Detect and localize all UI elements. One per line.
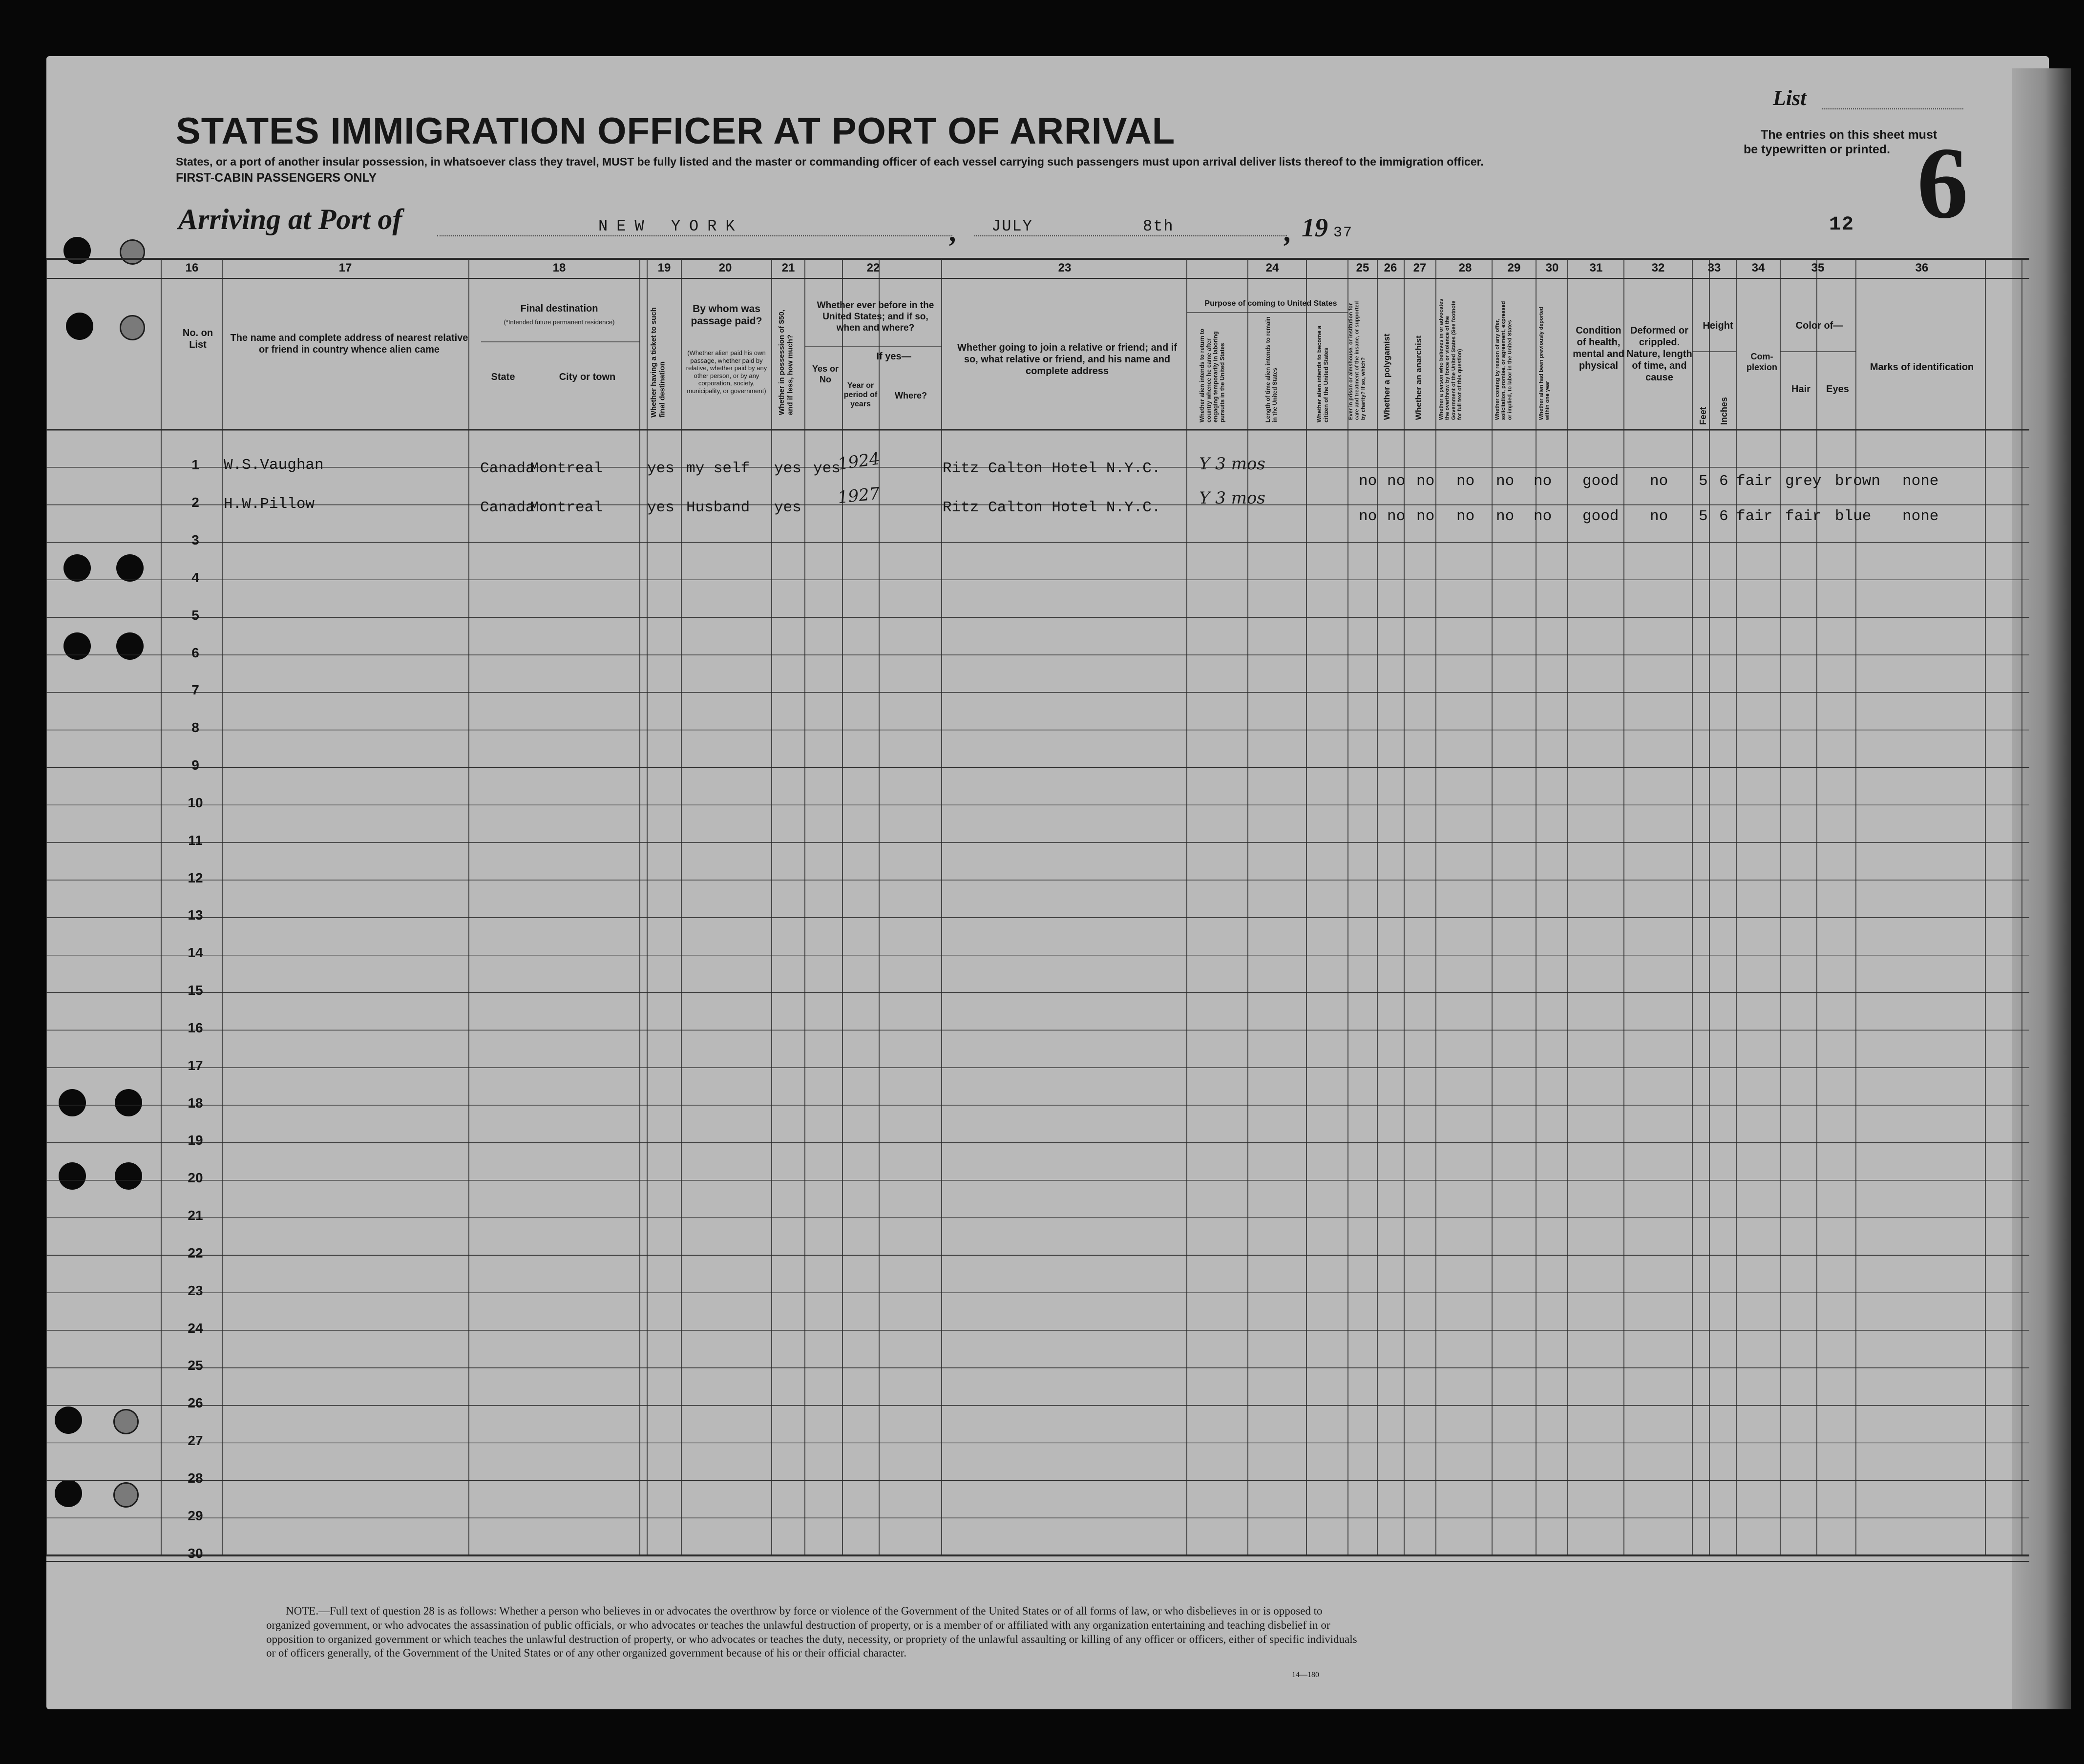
entries-note-1: The entries on this sheet must (1761, 128, 1937, 142)
row2-inches: 6 (1719, 508, 1728, 525)
row1-before-year: 1924 (836, 449, 881, 474)
column-number: 33 (1707, 261, 1721, 274)
header-c34: Com-plexion (1746, 352, 1777, 372)
header-c35: Color of— (1795, 320, 1843, 331)
row1-inches: 6 (1719, 473, 1728, 490)
row2-complexion: fair (1736, 508, 1773, 525)
row-number: 13 (188, 907, 203, 923)
row-number: 4 (191, 569, 199, 585)
row2-relative: H.W.Pillow (224, 496, 315, 513)
row-number: 23 (188, 1282, 203, 1298)
month-value: JULY (991, 217, 1033, 235)
row-number: 15 (188, 983, 203, 998)
row1-complexion: fair (1736, 473, 1773, 490)
row1-c27: no (1416, 473, 1435, 490)
header-c28: Whether a person who believes in or advocates the overthrow by force or violence of the Government of the United States (See footnote for full text of this question) (1438, 298, 1463, 420)
row2-purpose: Y 3 mos (1199, 488, 1265, 508)
form-title: STATES IMMIGRATION OFFICER AT PORT OF ARRIVAL (176, 110, 1176, 152)
row-number: 2 (191, 495, 199, 510)
header-c33-feet: Feet (1698, 406, 1708, 425)
row1-c28: no (1456, 473, 1475, 490)
year-prefix: 19 (1302, 213, 1328, 242)
column-number: 35 (1811, 261, 1825, 274)
row1-before: yes (813, 460, 841, 477)
footnote: NOTE.—Full text of question 28 is as follows: Whether a person who believes in or advocates the overthrow by force or violence of the Government of the United States or of all forms of law, or who disbelieves in or is opposed to organized government, or who advocates the assassination of public officials, or who advocates or teaches the unlawful destruction of property, or is a member of or affiliated with any organization entertaining and teaching disbelief in or opposition to organized government or which teaches the unlawful destruction of property, or who advocates or teaches the duty, necessity, or propriety of the unlawful assaulting or killing of any officer or officers, either of specific individuals or of officers generally, of the Government of the United States or of any other organized government because of his or their official character. (266, 1605, 1357, 1659)
row-number: 14 (188, 945, 203, 961)
row2-c30: no (1534, 508, 1552, 525)
row1-deformed: no (1650, 473, 1668, 490)
row1-relative: W.S.Vaughan (224, 457, 324, 474)
row1-eyes: brown (1835, 473, 1881, 490)
header-c18-city: City or town (559, 372, 616, 382)
header-c20-title: By whom was passage paid? (691, 303, 762, 327)
header-c22-ifyes: If yes— (876, 351, 911, 362)
column-number: 36 (1915, 261, 1929, 274)
column-number: 22 (866, 261, 880, 274)
row2-c28: no (1456, 508, 1475, 525)
column-number: 16 (185, 261, 199, 274)
class-line: FIRST-CABIN PASSENGERS ONLY (176, 171, 377, 185)
header-c35-eyes: Eyes (1826, 384, 1849, 395)
column-number: 20 (718, 261, 732, 274)
row1-join: Ritz Calton Hotel N.Y.C. (943, 460, 1161, 477)
row-number: 24 (188, 1320, 203, 1336)
column-number: 17 (338, 261, 352, 274)
list-label: List (1773, 86, 1807, 110)
header-c31: Condition of health, mental and physical (1573, 325, 1624, 371)
column-number: 29 (1507, 261, 1521, 274)
row1-health: good (1582, 473, 1619, 490)
row2-join: Ritz Calton Hotel N.Y.C. (943, 499, 1161, 516)
row-number: 7 (191, 682, 199, 698)
row-number: 27 (188, 1433, 203, 1449)
row2-city: Montreal (530, 499, 603, 516)
header-c24-b: Length of time alien intends to remain in the United States (1264, 316, 1278, 422)
column-number: 24 (1265, 261, 1279, 274)
entries-note-2: be typewritten or printed. (1744, 143, 1891, 156)
row2-health: good (1582, 508, 1619, 525)
row-number: 19 (188, 1133, 203, 1148)
header-c27: Whether an anarchist (1414, 336, 1423, 420)
row2-c29: no (1496, 508, 1515, 525)
header-c22: Whether ever before in the United States; and if so, when and where? (817, 300, 934, 333)
header-c16: No. on List (182, 328, 213, 350)
column-number: 26 (1384, 261, 1397, 274)
day-value: 8th (1143, 217, 1174, 235)
row1-paid-by: my self (686, 460, 750, 477)
header-c32: Deformed or crippled. Nature, length of time, and cause (1626, 325, 1692, 383)
column-number: 27 (1413, 261, 1427, 274)
column-number: 31 (1589, 261, 1603, 274)
header-c20-note: (Whether alien paid his own passage, whether paid by relative, whether paid by any other person, or by any corporation, society, municipality, or government) (686, 349, 767, 395)
row-number: 26 (188, 1395, 203, 1411)
row2-before-year: 1927 (837, 483, 881, 508)
row2-eyes: blue (1835, 508, 1872, 525)
row2-feet: 5 (1699, 508, 1708, 525)
row2-hair: fair (1785, 508, 1822, 525)
header-c24-c: Whether alien intends to become a citizen of the United States (1316, 325, 1329, 422)
row2-c25: no (1359, 508, 1377, 525)
row-number: 8 (191, 720, 199, 735)
column-number: 25 (1356, 261, 1369, 274)
header-c33-inches: Inches (1719, 397, 1729, 425)
port-value: NEW YORK (598, 217, 744, 235)
column-number: 23 (1058, 261, 1072, 274)
row-number: 16 (188, 1020, 203, 1035)
row1-purpose: Y 3 mos (1199, 454, 1265, 474)
row2-paid-by: Husband (686, 499, 750, 516)
row2-c27: no (1416, 508, 1435, 525)
row-number: 20 (188, 1170, 203, 1186)
row2-state: Canada (480, 499, 535, 516)
comma-2: , (1284, 215, 1292, 248)
row1-ticket: yes (647, 460, 674, 477)
header-c22-where: Where? (894, 391, 927, 400)
row-number: 29 (188, 1508, 203, 1523)
header-c36: Marks of identification (1870, 362, 1974, 373)
form-number: 14—180 (1292, 1671, 1319, 1679)
row1-state: Canada (480, 460, 535, 477)
row-number: 22 (188, 1245, 203, 1260)
column-number: 19 (657, 261, 671, 274)
row-number: 6 (191, 645, 199, 660)
row2-money: yes (774, 499, 801, 516)
column-number: 32 (1651, 261, 1665, 274)
header-c30: Whether alien had been previously deported within one year (1538, 307, 1551, 420)
header-c22-year: Year or period of years (843, 381, 878, 409)
row1-marks: none (1902, 473, 1939, 490)
header-c25: Ever in prison or almshouse, or institution for care and treatment of the insane, or supported by charity? If so, which? (1348, 301, 1367, 420)
column-number: 21 (781, 261, 795, 274)
row-number: 18 (188, 1095, 203, 1111)
row1-c25: no (1359, 473, 1377, 490)
header-c35-hair: Hair (1791, 384, 1810, 395)
row2-ticket: yes (647, 499, 674, 516)
column-number: 34 (1751, 261, 1765, 274)
header-c24-a: Whether alien intends to return to country whence he came after engaging temporarily in laboring pursuits in the United States (1199, 328, 1226, 422)
column-number: 28 (1458, 261, 1472, 274)
year-suffix: 37 (1333, 225, 1353, 241)
row-number: 11 (188, 832, 203, 848)
row-number: 30 (188, 1545, 203, 1561)
row1-c30: no (1534, 473, 1552, 490)
row-number: 5 (191, 607, 199, 623)
header-c33: Height (1703, 320, 1733, 331)
header-c24: Purpose of coming to United States (1204, 299, 1337, 308)
form-subtitle: States, or a port of another insular possession, in whatsoever class they travel, MUST be fully listed and the master or commanding officer of each vessel carrying such passengers must upon arrival deliver lists thereof to the immigration officer. (176, 155, 1484, 168)
comma-1: , (950, 215, 957, 248)
header-c23: Whether going to join a relative or friend; and if so, what relative or friend, and his name and complete address (957, 342, 1178, 377)
row1-city: Montreal (530, 460, 603, 477)
header-c17: The name and complete address of nearest relative or friend in country whence alien came (230, 333, 468, 355)
header-c26: Whether a polygamist (1382, 334, 1391, 420)
row-number: 17 (188, 1057, 203, 1073)
row1-c26: no (1387, 473, 1406, 490)
row2-c26: no (1387, 508, 1406, 525)
arriving-label: Arriving at Port of (178, 203, 402, 235)
row-number: 12 (188, 870, 203, 885)
row-number: 21 (188, 1208, 203, 1223)
row2-marks: none (1902, 508, 1939, 525)
row1-feet: 5 (1699, 473, 1708, 490)
header-c22-yes: Yes or No (812, 364, 839, 384)
header-c18-note: (*Intended future permanent residence) (504, 318, 615, 326)
row-number: 28 (188, 1470, 203, 1486)
header-c18-state: State (491, 372, 515, 382)
header-c19: Whether having a ticket to such final destination (650, 307, 667, 418)
column-number: 18 (552, 261, 566, 274)
header-c29: Whether coming by reason of any offer, solicitation, promise, or agreement, expressed or implied, to labor in the United States (1495, 301, 1513, 420)
row-number: 3 (191, 532, 199, 548)
row-number: 1 (191, 457, 199, 473)
column-number: 30 (1545, 261, 1559, 274)
row-number: 25 (188, 1358, 203, 1373)
row1-hair: grey (1785, 473, 1822, 490)
header-c18: Final destination (520, 303, 598, 314)
sheet-number: 6 (1917, 126, 1968, 240)
row-number: 9 (191, 757, 199, 773)
corner-mark: 12 (1829, 214, 1855, 236)
row2-deformed: no (1650, 508, 1668, 525)
row-number: 10 (188, 795, 203, 810)
row1-c29: no (1496, 473, 1515, 490)
row1-money: yes (774, 460, 801, 477)
header-c21: Whether in possession of $50, and if less, how much? (778, 310, 795, 415)
